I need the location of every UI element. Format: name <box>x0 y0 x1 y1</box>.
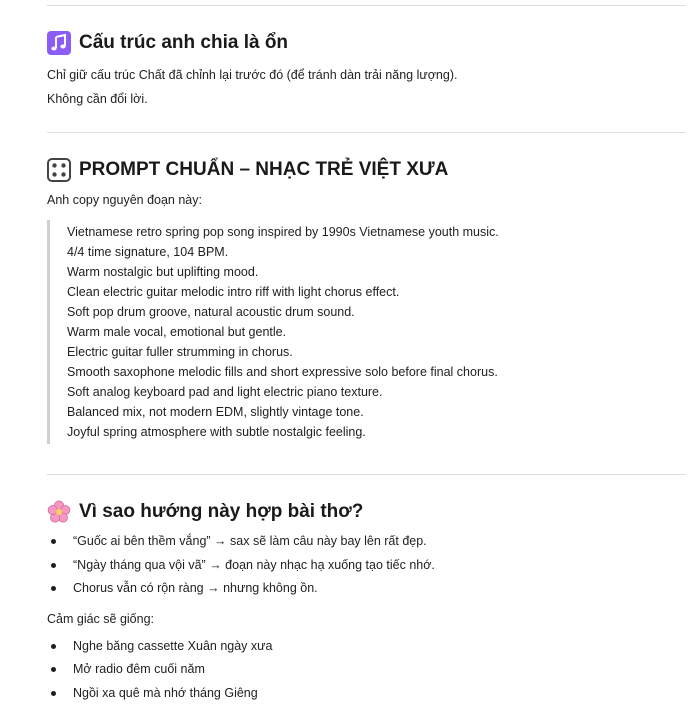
divider-2 <box>47 474 686 475</box>
section-why-heading <box>47 500 686 524</box>
dice-icon <box>47 158 71 182</box>
prompt-line: Warm male vocal, emotional but gentle. <box>67 325 287 339</box>
prompt-blockquote[interactable] <box>47 220 686 444</box>
section-why-title: Vì sao hướng này hợp bài thơ? <box>79 501 364 522</box>
list-item-text: “Ngày tháng qua vội vã” → đoạn này nhạc hạ xuống tạo tiếc nhớ. <box>73 557 435 572</box>
list-item <box>47 554 686 578</box>
section-structure-heading <box>47 31 686 55</box>
section-prompt-heading <box>47 158 686 182</box>
bullet-dot <box>51 586 56 591</box>
message-content <box>47 0 686 705</box>
feeling-bullet-list <box>47 635 686 706</box>
list-item <box>47 635 686 659</box>
bullet-dot <box>51 691 56 696</box>
why-bullet-list <box>47 530 686 601</box>
list-item-text: Chorus vẫn có rộn ràng → nhưng không ồn. <box>73 581 318 595</box>
prompt-line: Vietnamese retro spring pop song inspired by 1990s Vietnamese youth music. <box>67 225 499 239</box>
list-item-text: Mở radio đêm cuối năm <box>73 662 205 676</box>
prompt-line: Electric guitar fuller strumming in chorus. <box>67 345 293 359</box>
section-why <box>47 500 686 705</box>
list-item <box>47 577 686 601</box>
bullet-dot <box>51 667 56 672</box>
bullet-dot <box>51 539 56 544</box>
prompt-intro: Anh copy nguyên đoạn này: <box>47 193 202 207</box>
music-notes-icon <box>47 31 71 55</box>
section-prompt-title: PROMPT CHUẨN – NHẠC TRẺ VIỆT XƯA <box>79 159 449 180</box>
prompt-line: Clean electric guitar melodic intro riff with light chorus effect. <box>67 285 400 299</box>
prompt-line: Balanced mix, not modern EDM, slightly vintage tone. <box>67 405 364 419</box>
structure-line-2: Không cần đổi lời. <box>47 92 148 106</box>
prompt-line: 4/4 time signature, 104 BPM. <box>67 245 229 259</box>
divider-top <box>47 5 686 6</box>
divider-1 <box>47 132 686 133</box>
cherry-blossom-icon <box>47 500 71 524</box>
prompt-line: Soft analog keyboard pad and light electric piano texture. <box>67 385 383 399</box>
section-structure-title: Cấu trúc anh chia là ổn <box>79 32 289 53</box>
section-prompt <box>47 158 686 444</box>
structure-line-1: Chỉ giữ cấu trúc Chất đã chỉnh lại trước đó (để tránh dàn trải năng lượng). <box>47 68 458 82</box>
section-structure <box>47 31 686 111</box>
list-item <box>47 530 686 554</box>
prompt-line: Soft pop drum groove, natural acoustic drum sound. <box>67 305 355 319</box>
list-item-text: Nghe băng cassette Xuân ngày xưa <box>73 638 273 653</box>
list-item <box>47 658 686 682</box>
bullet-dot <box>51 563 56 568</box>
prompt-line: Joyful spring atmosphere with subtle nostalgic feeling. <box>67 425 366 439</box>
prompt-line: Warm nostalgic but uplifting mood. <box>67 265 259 279</box>
list-item <box>47 682 686 706</box>
feeling-label: Cảm giác sẽ giống: <box>47 611 155 626</box>
prompt-line: Smooth saxophone melodic fills and short expressive solo before final chorus. <box>67 365 498 379</box>
list-item-text: Ngồi xa quê mà nhớ tháng Giêng <box>73 685 258 700</box>
list-item-text: “Guốc ai bên thềm vắng” → sax sẽ làm câu này bay lên rất đẹp. <box>73 534 427 548</box>
bullet-dot <box>51 644 56 649</box>
